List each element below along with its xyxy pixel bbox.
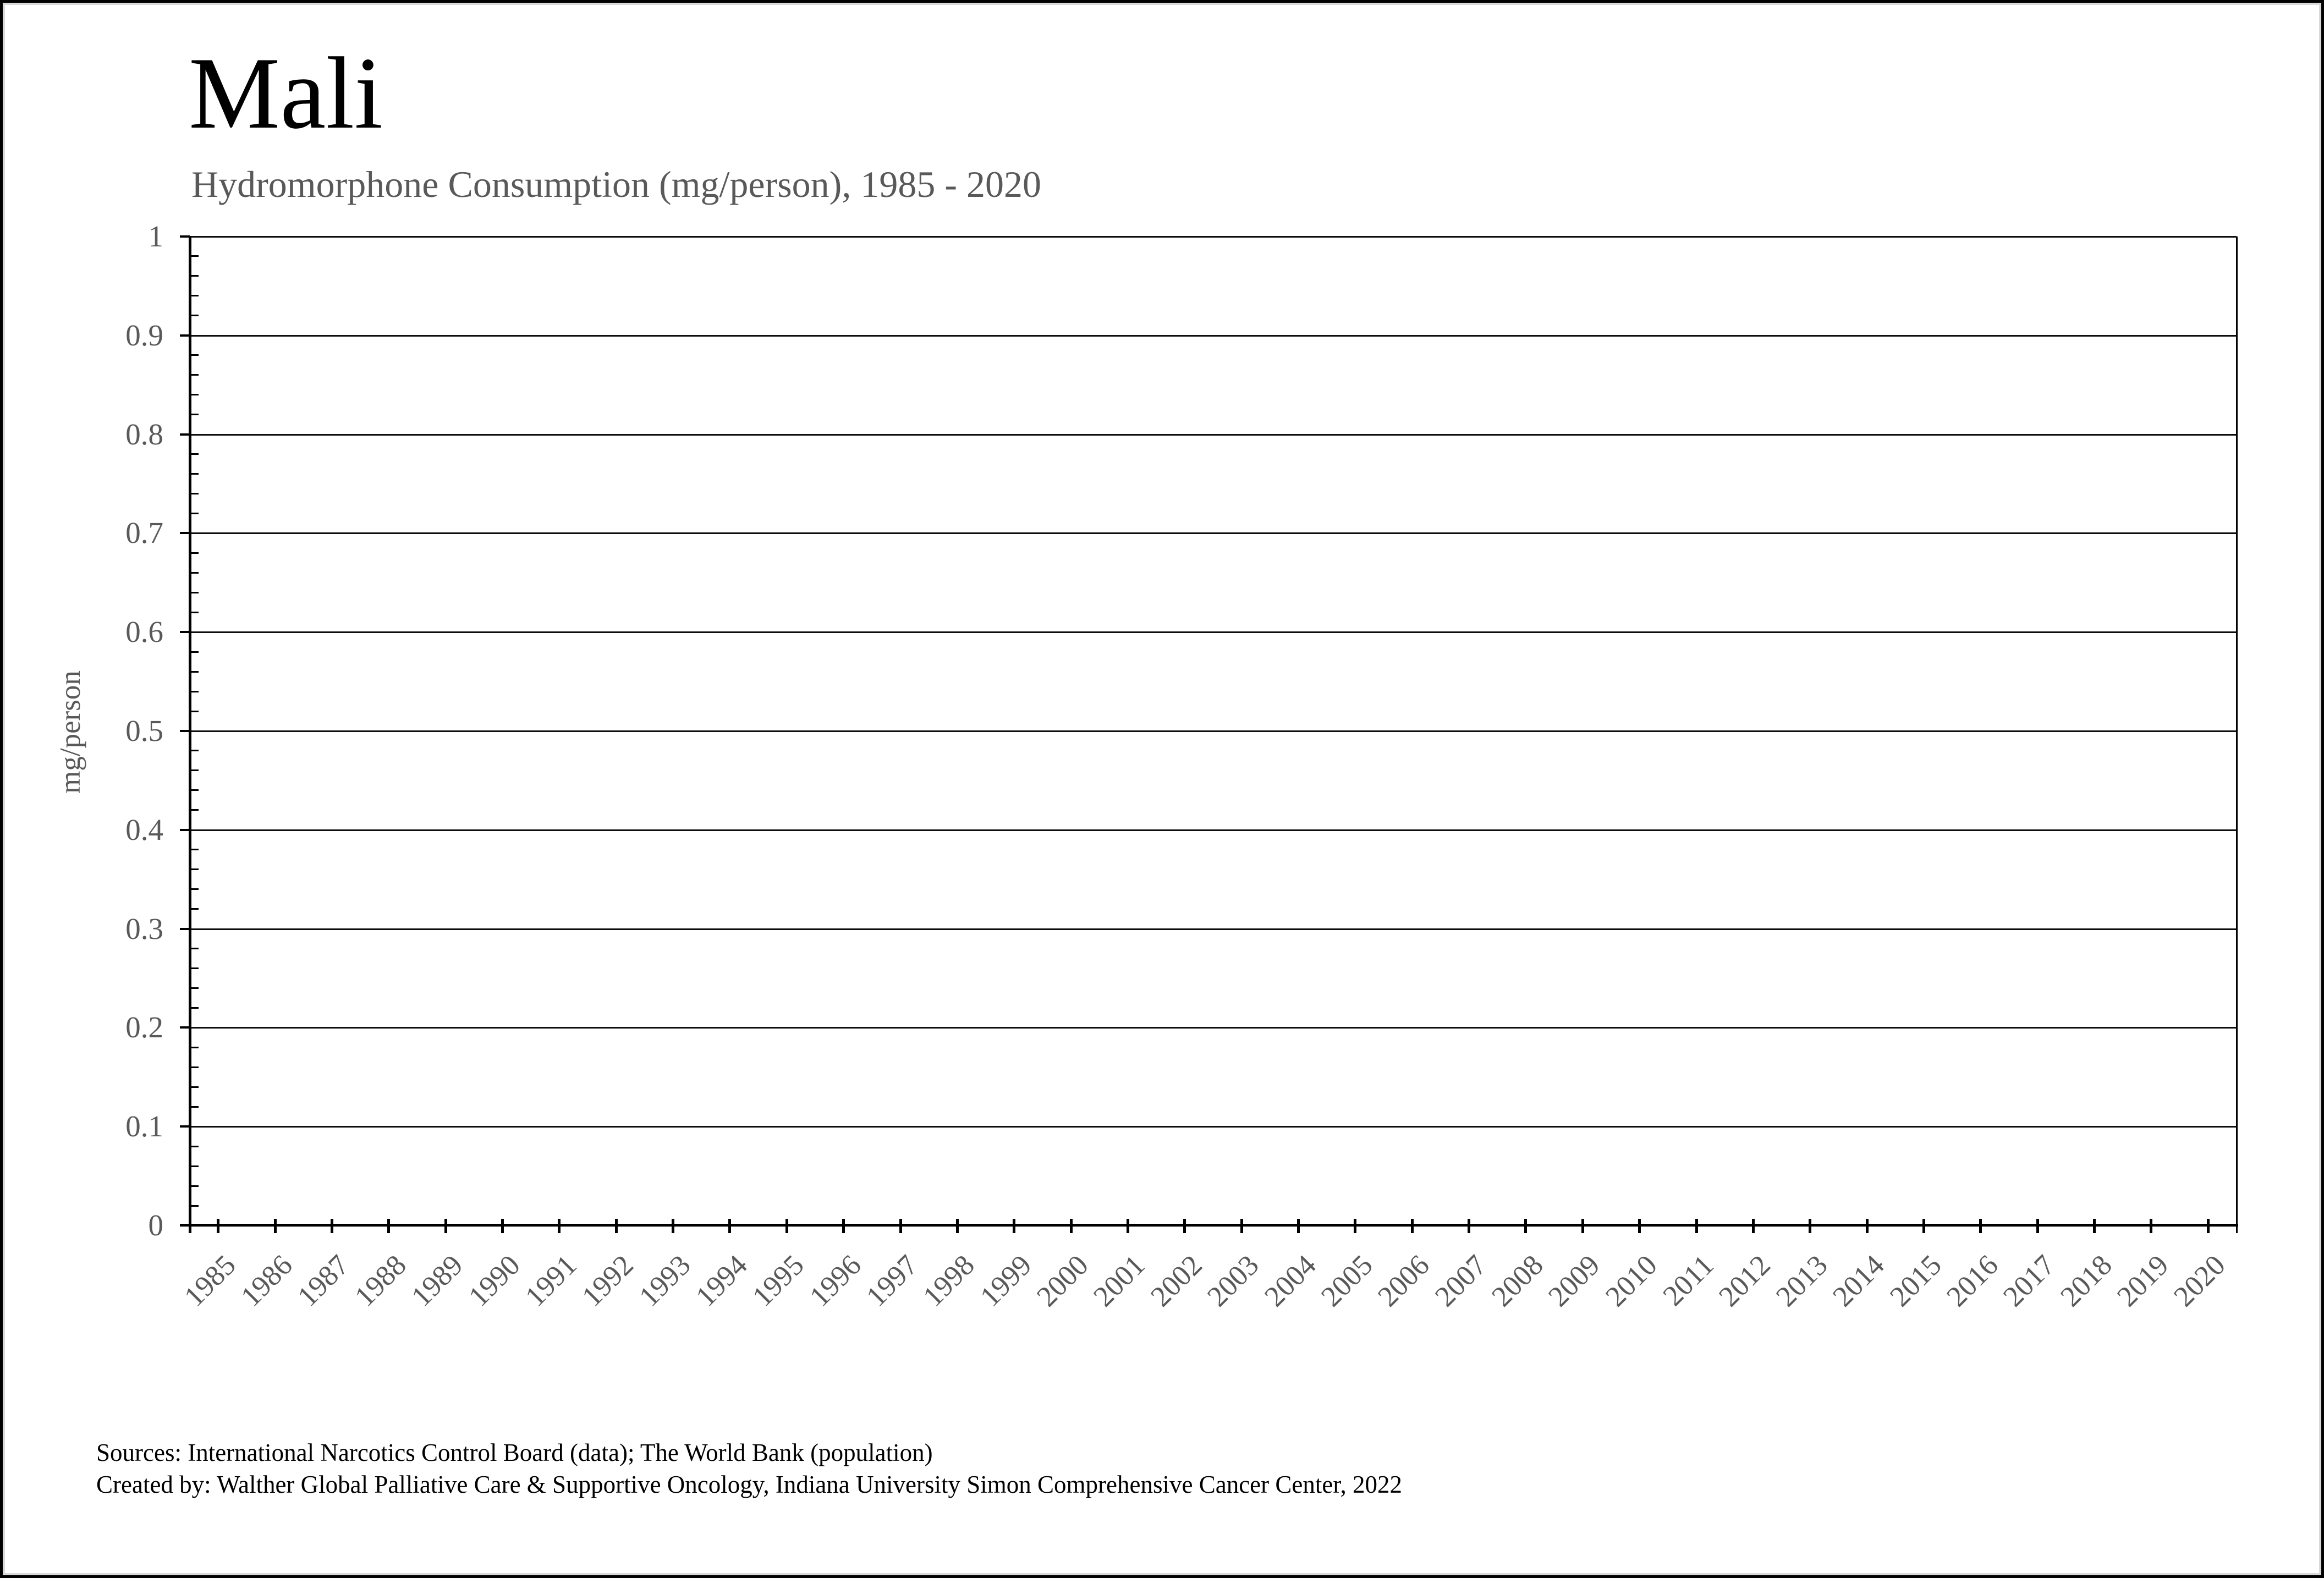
- y-minor-tick: [191, 1047, 199, 1048]
- y-minor-tick: [191, 1007, 199, 1009]
- y-tick-label-0.2: 0.2: [125, 1010, 163, 1044]
- y-minor-tick: [191, 513, 199, 514]
- y-minor-tick: [191, 868, 199, 870]
- plot-right-border: [2236, 237, 2238, 1233]
- x-tick-label-2015: 2015: [1883, 1249, 1948, 1313]
- y-minor-tick: [191, 888, 199, 890]
- x-tick-label-1991: 1991: [519, 1249, 583, 1313]
- x-tick-label-2014: 2014: [1827, 1249, 1891, 1313]
- gridline-y-0.6: [190, 631, 2237, 633]
- y-minor-tick: [191, 374, 199, 376]
- x-tick-label-2000: 2000: [1031, 1249, 1095, 1313]
- plot-area: [3, 3, 2324, 1578]
- y-minor-tick: [191, 1165, 199, 1167]
- footer-sources-line: Sources: International Narcotics Control Board (data); The World Bank (population): [96, 1439, 933, 1466]
- y-minor-tick: [191, 453, 199, 455]
- x-tick-label-2004: 2004: [1258, 1249, 1322, 1313]
- y-minor-tick: [191, 809, 199, 811]
- y-minor-tick: [191, 295, 199, 296]
- y-tick-label-0.9: 0.9: [125, 318, 163, 352]
- y-minor-tick: [191, 592, 199, 593]
- y-tick-label-0.4: 0.4: [125, 812, 163, 846]
- x-tick-label-2001: 2001: [1087, 1249, 1152, 1313]
- x-tick-label-1987: 1987: [292, 1249, 356, 1313]
- x-tick-label-2006: 2006: [1372, 1249, 1436, 1313]
- x-tick-label-2005: 2005: [1315, 1249, 1379, 1313]
- x-tick-label-2012: 2012: [1713, 1249, 1777, 1313]
- y-minor-tick: [191, 908, 199, 910]
- x-tick-label-2008: 2008: [1485, 1249, 1550, 1313]
- x-tick-label-1994: 1994: [689, 1249, 754, 1313]
- x-tick-label-1993: 1993: [633, 1249, 697, 1313]
- x-tick-label-1999: 1999: [974, 1249, 1038, 1313]
- y-minor-tick: [191, 849, 199, 850]
- gridline-y-1: [190, 236, 2237, 238]
- x-tick-label-2020: 2020: [2168, 1249, 2232, 1313]
- chart-title: Mali: [189, 36, 383, 150]
- y-tick-label-0.1: 0.1: [125, 1109, 163, 1143]
- y-minor-tick: [191, 1185, 199, 1187]
- y-minor-tick: [191, 711, 199, 712]
- gridline-y-0.1: [190, 1126, 2237, 1128]
- y-minor-tick: [191, 394, 199, 395]
- x-tick-label-1997: 1997: [860, 1249, 924, 1313]
- y-minor-tick: [191, 1205, 199, 1207]
- footer-created-by-line: Created by: Walther Global Palliative Care & Supportive Oncology, Indiana University Simon Comprehensive Cancer Center, 2022: [96, 1471, 1403, 1498]
- x-tick-label-1986: 1986: [234, 1249, 299, 1313]
- x-tick-label-1995: 1995: [746, 1249, 811, 1313]
- x-tick-label-2009: 2009: [1542, 1249, 1607, 1313]
- y-minor-tick: [191, 414, 199, 415]
- y-minor-tick: [191, 612, 199, 613]
- y-minor-tick: [191, 1086, 199, 1088]
- x-tick-label-2002: 2002: [1144, 1249, 1208, 1313]
- y-minor-tick: [191, 473, 199, 475]
- y-minor-tick: [191, 315, 199, 316]
- y-minor-tick: [191, 651, 199, 653]
- x-tick-label-1989: 1989: [405, 1249, 470, 1313]
- x-tick-label-2010: 2010: [1599, 1249, 1663, 1313]
- x-tick-label-1990: 1990: [462, 1249, 526, 1313]
- y-minor-tick: [191, 789, 199, 791]
- y-tick-label-1: 1: [148, 219, 163, 253]
- x-tick-label-2003: 2003: [1201, 1249, 1266, 1313]
- y-minor-tick: [191, 572, 199, 574]
- y-tick-label-0.8: 0.8: [125, 417, 163, 451]
- x-tick-label-2016: 2016: [1940, 1249, 2004, 1313]
- x-tick-label-1988: 1988: [348, 1249, 413, 1313]
- x-tick-label-2018: 2018: [2054, 1249, 2118, 1313]
- chart-subtitle: Hydromorphone Consumption (mg/person), 1985 - 2020: [191, 163, 1041, 205]
- x-tick-label-1992: 1992: [576, 1249, 640, 1313]
- y-minor-tick: [191, 948, 199, 949]
- y-minor-tick: [191, 493, 199, 494]
- y-minor-tick: [191, 967, 199, 969]
- y-minor-tick: [191, 552, 199, 554]
- gridline-y-0.9: [190, 335, 2237, 337]
- gridline-y-0.8: [190, 434, 2237, 436]
- y-minor-tick: [191, 769, 199, 771]
- y-tick-label-0.6: 0.6: [125, 615, 163, 649]
- x-tick-label-2011: 2011: [1657, 1249, 1720, 1312]
- y-minor-tick: [191, 987, 199, 989]
- y-minor-tick: [191, 750, 199, 751]
- y-minor-tick: [191, 354, 199, 356]
- gridline-y-0.4: [190, 829, 2237, 831]
- x-tick-label-2017: 2017: [1997, 1249, 2062, 1313]
- x-tick-label-2007: 2007: [1429, 1249, 1493, 1313]
- y-axis-line: [189, 237, 191, 1233]
- x-tick-label-2013: 2013: [1770, 1249, 1834, 1313]
- y-minor-tick: [191, 671, 199, 673]
- y-minor-tick: [191, 275, 199, 277]
- x-tick-label-1985: 1985: [178, 1249, 242, 1313]
- y-axis-title: mg/person: [54, 670, 86, 794]
- gridline-y-0.3: [190, 928, 2237, 930]
- y-tick-label-0.5: 0.5: [125, 714, 163, 747]
- y-minor-tick: [191, 255, 199, 257]
- y-minor-tick: [191, 1106, 199, 1108]
- gridline-y-0.2: [190, 1027, 2237, 1029]
- x-tick-label-1996: 1996: [803, 1249, 867, 1313]
- x-tick-label-1998: 1998: [917, 1249, 981, 1313]
- y-tick-label-0: 0: [148, 1208, 163, 1242]
- x-tick-label-2019: 2019: [2111, 1249, 2175, 1313]
- gridline-y-0.5: [190, 730, 2237, 732]
- y-minor-tick: [191, 1146, 199, 1147]
- x-axis-line: [180, 1224, 2238, 1227]
- y-tick-label-0.7: 0.7: [125, 516, 163, 550]
- y-minor-tick: [191, 691, 199, 692]
- footer: [96, 1437, 1402, 1500]
- y-tick-label-0.3: 0.3: [125, 911, 163, 945]
- gridline-y-0.7: [190, 532, 2237, 534]
- y-minor-tick: [191, 1066, 199, 1068]
